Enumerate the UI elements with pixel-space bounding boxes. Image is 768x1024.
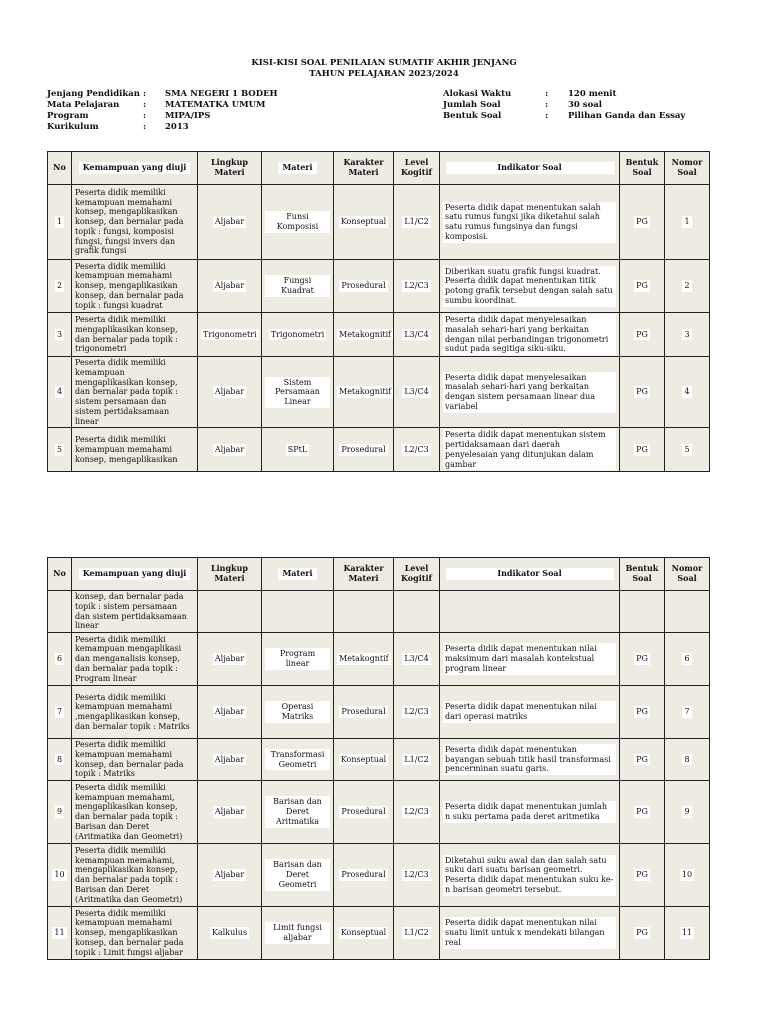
cell-bentuk-text: PG [636, 654, 648, 664]
cell-lingkup-text: Aljabar [214, 217, 245, 227]
cell-karakter [334, 357, 394, 428]
cell-bentuk-text: PG [636, 281, 648, 291]
cell-bentuk [620, 591, 665, 633]
cell-no [48, 844, 72, 907]
cell-bentuk-text: PG [636, 217, 648, 227]
cell-level [394, 428, 440, 472]
cell-nomor [665, 844, 710, 907]
cell-level-text: L3/C4 [404, 654, 429, 664]
cell-materi-text: Funsi Komposisi [265, 211, 330, 233]
header-lingkup: Lingkup Materi [198, 558, 262, 591]
header-nomor: Nomor Soal [665, 152, 710, 185]
cell-level-text: L1/C2 [404, 928, 429, 938]
meta-label: Bentuk Soal [443, 111, 502, 121]
cell-no [48, 907, 72, 960]
meta-right [443, 89, 703, 125]
cell-bentuk-text: PG [636, 707, 648, 717]
cell-lingkup [198, 781, 262, 844]
cell-no-text: 5 [56, 444, 63, 454]
meta-sep: : [143, 111, 147, 121]
cell-indikator-text: Peserta didik dapat menyelesaikan masalah sehari-hari yang berkaitan dengan nilai perbandingan trigonometri sudut pada segitiga siku-siku. [443, 314, 616, 355]
cell-level-text: L2/C3 [404, 807, 429, 817]
cell-materi [262, 260, 334, 313]
cell-level-text: L2/C3 [404, 281, 429, 291]
cell-lingkup-text: Aljabar [214, 807, 245, 817]
cell-lingkup-text: Kalkulus [211, 928, 248, 938]
meta-value: 120 menit [568, 89, 617, 99]
cell-bentuk-text: PG [636, 754, 648, 764]
cell-materi [262, 357, 334, 428]
header-lingkup: Lingkup Materi [198, 152, 262, 185]
cell-nomor-text: 4 [684, 387, 690, 397]
table-row [48, 357, 710, 428]
cell-indikator [440, 357, 620, 428]
cell-kemampuan-text: Peserta didik memiliki kemampuan memahami konsep, mengaplikasikan konsep, dan bernalar pada topik : Limit fungsi aljabar [75, 908, 184, 957]
cell-indikator-text: Peserta didik dapat menentukan nilai suatu limit untuk x mendekati bilangan real [443, 917, 616, 948]
meta-sep: : [545, 111, 549, 121]
header-indikator: Indikator Soal [440, 558, 620, 591]
cell-lingkup-text: Aljabar [214, 281, 245, 291]
cell-materi-text: Program linear [265, 648, 330, 670]
cell-karakter-text: Konseptual [340, 928, 387, 938]
cell-level [394, 260, 440, 313]
cell-level [394, 686, 440, 739]
cell-kemampuan [72, 781, 198, 844]
cell-materi-text: Trigonometri [270, 329, 325, 339]
header-kemampuan: Kemampuan yang diuji [72, 152, 198, 185]
cell-lingkup-text: Aljabar [214, 387, 245, 397]
cell-karakter-text: Prosedural [341, 444, 386, 454]
cell-bentuk [620, 907, 665, 960]
header-nomor: Nomor Soal [665, 558, 710, 591]
cell-materi-text: SPtL [287, 444, 308, 454]
cell-level [394, 739, 440, 781]
cell-nomor-text: 5 [684, 444, 690, 454]
cell-materi [262, 844, 334, 907]
cell-karakter [334, 781, 394, 844]
cell-karakter [334, 844, 394, 907]
table-row [48, 633, 710, 686]
meta-value: 30 soal [568, 100, 602, 110]
cell-nomor [665, 591, 710, 633]
cell-no-text: 3 [56, 329, 63, 339]
cell-materi-text: Sistem Persamaan Linear [265, 377, 330, 408]
cell-bentuk [620, 633, 665, 686]
cell-level [394, 844, 440, 907]
cell-no-text: 10 [54, 870, 65, 880]
meta-label: Program [47, 111, 89, 121]
cell-lingkup-text: Aljabar [214, 707, 245, 717]
cell-indikator-text: Diberikan suatu grafik fungsi kuadrat. Peserta didik dapat menentukan titik potong grafik tersebut dengan salah satu sumbu koordinat. [443, 266, 616, 307]
kisi-kisi-table-2 [47, 557, 710, 960]
cell-karakter [334, 313, 394, 357]
cell-indikator [440, 686, 620, 739]
cell-no-text: 4 [56, 387, 63, 397]
cell-lingkup [198, 633, 262, 686]
cell-indikator-text: Peserta didik dapat menentukan salah satu rumus fungsi jika diketahui salah satu rumus fungsinya dan fungsi komposisi. [443, 202, 616, 243]
cell-level-text: L2/C3 [404, 444, 429, 454]
cell-indikator [440, 313, 620, 357]
cell-materi-text: Operasi Matriks [265, 701, 330, 723]
cell-nomor [665, 739, 710, 781]
cell-nomor-text: 11 [681, 928, 693, 938]
header-indikator: Indikator Soal [440, 152, 620, 185]
meta-sep: : [143, 122, 147, 132]
cell-indikator [440, 260, 620, 313]
cell-indikator-text: Peserta didik dapat menentukan sistem pertidaksamaan dari daerah penyelesaian yang ditunjukan dalam gambar [443, 429, 616, 470]
meta-value: SMA NEGERI 1 BODEH [165, 89, 278, 99]
header-karakter: Karakter Materi [334, 152, 394, 185]
cell-karakter-text: Metakognitif [339, 329, 392, 339]
cell-materi [262, 313, 334, 357]
cell-nomor [665, 781, 710, 844]
meta-label: Kurikulum [47, 122, 99, 132]
cell-materi [262, 781, 334, 844]
cell-indikator-text: Peserta didik dapat menentukan bayangan sebuah titik hasil transformasi pencerminan suatu garis. [443, 744, 616, 775]
cell-nomor-text: 2 [684, 281, 690, 291]
cell-kemampuan-text: Peserta didik memiliki kemampuan mengaplikasi dan menganalisis konsep, dan bernalar pada topik : Program linear [75, 634, 182, 683]
cell-bentuk-text: PG [636, 870, 648, 880]
cell-no-text: 6 [56, 654, 63, 664]
cell-nomor-text: 7 [684, 707, 690, 717]
cell-no [48, 357, 72, 428]
cell-indikator [440, 781, 620, 844]
cell-level [394, 591, 440, 633]
cell-nomor [665, 633, 710, 686]
cell-karakter [334, 260, 394, 313]
cell-indikator-text: Peserta didik dapat menyelesaikan masalah sehari-hari yang berkaitan dengan sistem persamaan linear dua variabel [443, 372, 616, 413]
table-row [48, 313, 710, 357]
cell-kemampuan [72, 844, 198, 907]
cell-level [394, 907, 440, 960]
meta-label: Jenjang Pendidikan [47, 89, 140, 99]
cell-bentuk-text: PG [636, 928, 648, 938]
cell-nomor [665, 428, 710, 472]
cell-indikator [440, 185, 620, 260]
cell-lingkup-text: Aljabar [214, 444, 245, 454]
cell-kemampuan-text: Peserta didik memiliki kemampuan mengaplikasikan konsep, dan bernalar pada topik : sistem persamaan dan sistem pertidaksamaan linear [75, 358, 179, 426]
meta-value: MATEMATKA UMUM [165, 100, 266, 110]
cell-bentuk [620, 428, 665, 472]
cell-level-text: L2/C3 [404, 707, 429, 717]
cell-lingkup-text: Aljabar [214, 870, 245, 880]
table-row [48, 739, 710, 781]
cell-indikator [440, 844, 620, 907]
cell-no-text: 1 [56, 217, 63, 227]
cell-nomor-text: 6 [684, 654, 690, 664]
cell-bentuk [620, 844, 665, 907]
cell-nomor-text: 8 [684, 754, 690, 764]
cell-karakter-text: Konseptual [340, 754, 387, 764]
cell-no [48, 781, 72, 844]
cell-level-text: L1/C2 [404, 217, 429, 227]
cell-nomor [665, 907, 710, 960]
header-level: Level Kogitif [394, 558, 440, 591]
cell-karakter [334, 633, 394, 686]
cell-level [394, 633, 440, 686]
cell-nomor-text: 3 [684, 329, 690, 339]
cell-kemampuan [72, 428, 198, 472]
cell-indikator-text: Peserta didik dapat menentukan nilai dari operasi matriks [443, 701, 616, 723]
meta-label: Jumlah Soal [443, 100, 501, 110]
cell-level [394, 357, 440, 428]
table-row [48, 591, 710, 633]
cell-no [48, 185, 72, 260]
table-row [48, 781, 710, 844]
cell-no-text: 11 [54, 928, 65, 938]
cell-bentuk [620, 357, 665, 428]
cell-indikator-text: Peserta didik dapat menentukan nilai maksimum dari masalah kontekstual program linear [443, 643, 616, 674]
cell-bentuk-text: PG [636, 807, 648, 817]
table-row [48, 907, 710, 960]
cell-no [48, 313, 72, 357]
header-bentuk: Bentuk Soal [620, 152, 665, 185]
cell-materi [262, 739, 334, 781]
cell-no [48, 686, 72, 739]
meta-value: MIPA/IPS [165, 111, 211, 121]
cell-indikator [440, 428, 620, 472]
meta-sep: : [545, 100, 549, 110]
cell-karakter [334, 686, 394, 739]
cell-kemampuan [72, 357, 198, 428]
cell-karakter-text: Prosedural [341, 281, 386, 291]
cell-no [48, 633, 72, 686]
cell-level-text: L2/C3 [404, 870, 429, 880]
cell-indikator [440, 591, 620, 633]
cell-karakter-text: Metakognitif [339, 387, 392, 397]
table-row [48, 185, 710, 260]
document-title-line2: TAHUN PELAJARAN 2023/2024 [309, 69, 459, 79]
cell-kemampuan-text: Peserta didik memiliki mengaplikasikan konsep, dan bernalar pada topik : trigonometri [75, 315, 179, 354]
cell-materi [262, 428, 334, 472]
meta-sep: : [143, 100, 147, 110]
cell-bentuk [620, 686, 665, 739]
header-materi: Materi [262, 558, 334, 591]
table-row [48, 260, 710, 313]
cell-indikator [440, 907, 620, 960]
cell-bentuk-text: PG [636, 444, 648, 454]
cell-lingkup [198, 844, 262, 907]
cell-indikator [440, 739, 620, 781]
table-row [48, 428, 710, 472]
header-karakter: Karakter Materi [334, 558, 394, 591]
cell-karakter [334, 907, 394, 960]
cell-materi-text: Transformasi Geometri [265, 749, 330, 771]
header-no: No [48, 558, 72, 591]
cell-no-text: 9 [56, 807, 63, 817]
cell-kemampuan [72, 591, 198, 633]
cell-indikator [440, 633, 620, 686]
document-title-line1: KISI-KISI SOAL PENILAIAN SUMATIF AKHIR JENJANG [251, 58, 517, 68]
cell-no-text: 2 [56, 281, 63, 291]
meta-sep: : [545, 89, 549, 99]
cell-kemampuan [72, 185, 198, 260]
cell-bentuk [620, 739, 665, 781]
header-kemampuan: Kemampuan yang diuji [72, 558, 198, 591]
cell-kemampuan-text: Peserta didik memiliki kemampuan memahami ,mengaplikasikan konsep, dan bernalar topik : Matriks [75, 692, 190, 731]
cell-karakter-text: Prosedural [341, 707, 386, 717]
cell-lingkup [198, 313, 262, 357]
table-row [48, 844, 710, 907]
cell-materi-text: Fungsi Kuadrat [265, 275, 330, 297]
cell-materi [262, 907, 334, 960]
kisi-kisi-table-1 [47, 151, 710, 472]
cell-karakter-text: Konseptual [340, 217, 387, 227]
cell-materi-text: Barisan dan Deret Geometri [265, 859, 330, 890]
cell-karakter-text: Metakogntif [339, 654, 389, 664]
cell-karakter [334, 428, 394, 472]
cell-indikator-text: Diketahui suku awal dan dan salah satu suku dari suatu barisan geometri. Peserta didik dapat menentukan suku ke-n barisan geometri tersebut. [443, 855, 616, 896]
cell-karakter-text: Prosedural [341, 807, 386, 817]
cell-bentuk-text: PG [636, 329, 648, 339]
cell-kemampuan-text: Peserta didik memiliki kemampuan memahami, mengaplikasikan konsep, dan bernalar pada topik : Barisan dan Deret (Aritmatika dan Geometri) [75, 782, 183, 841]
cell-lingkup [198, 907, 262, 960]
cell-level-text: L3/C4 [404, 387, 429, 397]
cell-level-text: L1/C2 [404, 754, 429, 764]
cell-bentuk [620, 185, 665, 260]
meta-label: Alokasi Waktu [443, 89, 512, 99]
cell-kemampuan-text: Peserta didik memiliki kemampuan memahami, mengaplikasikan konsep, dan bernalar pada topik : Barisan dan Deret (Aritmatika dan Geometri) [75, 845, 183, 904]
cell-lingkup [198, 185, 262, 260]
meta-sep: : [143, 89, 147, 99]
cell-level [394, 313, 440, 357]
meta-value: 2013 [165, 122, 189, 132]
cell-no [48, 260, 72, 313]
header-materi: Materi [262, 152, 334, 185]
cell-nomor [665, 313, 710, 357]
cell-lingkup [198, 686, 262, 739]
cell-lingkup [198, 428, 262, 472]
cell-no-text: 7 [56, 707, 63, 717]
cell-indikator-text: Peserta didik dapat menentukan jumlah n suku pertama pada deret aritmetika [443, 801, 616, 823]
cell-materi [262, 185, 334, 260]
meta-left [47, 89, 377, 135]
cell-nomor [665, 260, 710, 313]
cell-lingkup-text: Trigonometri [203, 329, 257, 339]
cell-kemampuan-text: Peserta didik memiliki kemampuan memahami konsep, mengaplikasikan konsep, dan bernalar pada topik : fungsi kuadrat [75, 261, 184, 310]
cell-karakter [334, 591, 394, 633]
cell-bentuk [620, 313, 665, 357]
cell-karakter [334, 185, 394, 260]
cell-level-text: L3/C4 [404, 329, 429, 339]
cell-bentuk [620, 260, 665, 313]
cell-nomor-text: 1 [684, 217, 690, 227]
cell-level [394, 185, 440, 260]
cell-kemampuan [72, 739, 198, 781]
header-level: Level Kogitif [394, 152, 440, 185]
header-bentuk: Bentuk Soal [620, 558, 665, 591]
cell-lingkup [198, 260, 262, 313]
cell-lingkup [198, 357, 262, 428]
cell-lingkup-text: Aljabar [214, 654, 245, 664]
header-no: No [48, 152, 72, 185]
cell-lingkup [198, 739, 262, 781]
cell-bentuk-text: PG [636, 387, 648, 397]
cell-materi [262, 591, 334, 633]
cell-kemampuan-text: Peserta didik memiliki kemampuan memahami konsep, mengaplikasikan [75, 435, 178, 464]
cell-nomor [665, 686, 710, 739]
table-header-row [48, 558, 710, 591]
meta-label: Mata Pelajaran [47, 100, 120, 110]
cell-kemampuan [72, 260, 198, 313]
table-header-row [48, 152, 710, 185]
cell-kemampuan-text: Peserta didik memiliki kemampuan memahami konsep, mengaplikasikan konsep, dan bernalar pada topik : fungsi, komposisi fungsi, fungsi invers dan grafik fungsi [75, 187, 184, 256]
cell-nomor [665, 357, 710, 428]
meta-value: Pilihan Ganda dan Essay [568, 111, 686, 121]
cell-materi-text: Barisan dan Deret Aritmatika [265, 796, 330, 827]
cell-materi [262, 633, 334, 686]
cell-lingkup [198, 591, 262, 633]
cell-materi [262, 686, 334, 739]
cell-materi-text: Limit fungsi aljabar [265, 922, 330, 944]
table-row [48, 686, 710, 739]
cell-kemampuan [72, 313, 198, 357]
cell-kemampuan [72, 686, 198, 739]
cell-no [48, 428, 72, 472]
cell-karakter [334, 739, 394, 781]
cell-kemampuan-text: Peserta didik memiliki kemampuan memahami konsep, dan bernalar pada topik : Matriks [75, 740, 184, 779]
cell-level [394, 781, 440, 844]
cell-nomor-text: 9 [684, 807, 690, 817]
cell-kemampuan-text: konsep, dan bernalar pada topik : sistem persamaan dan sistem pertidaksamaan linear [75, 592, 187, 631]
cell-kemampuan [72, 633, 198, 686]
cell-bentuk [620, 781, 665, 844]
cell-nomor [665, 185, 710, 260]
cell-kemampuan [72, 907, 198, 960]
cell-no-text: 8 [56, 754, 63, 764]
cell-no [48, 591, 72, 633]
cell-karakter-text: Prosedural [341, 870, 386, 880]
cell-nomor-text: 10 [681, 870, 693, 880]
cell-lingkup-text: Aljabar [214, 754, 245, 764]
cell-no [48, 739, 72, 781]
